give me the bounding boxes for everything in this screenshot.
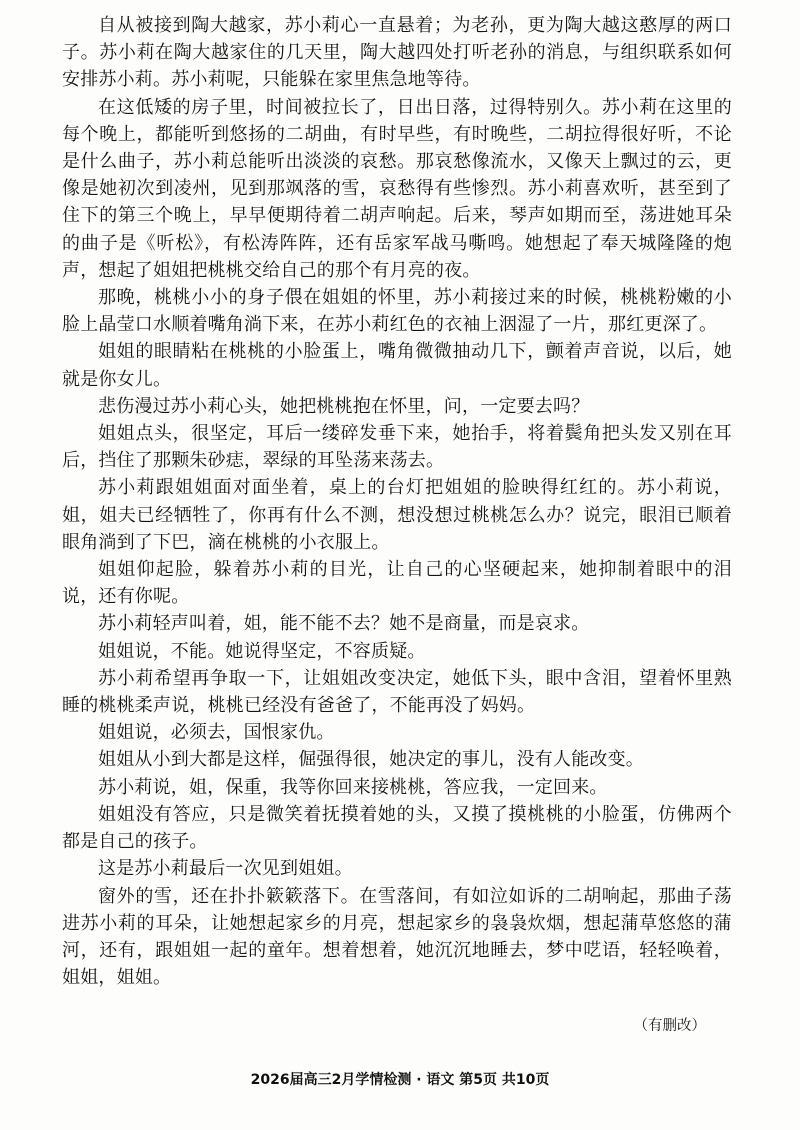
page-footer: 2026届高三2月学情检测 · 语文 第5页 共10页: [250, 1072, 550, 1088]
paragraph-10: 姐姐说，不能。她说得坚定，不容质疑。: [98, 640, 426, 662]
paragraph-17: 窗外的雪，还在扑扑簌簌落下。在雪落间，有如泣如诉的二胡响起，那曲子荡进苏小莉的耳朵，让她想起家乡的月亮，想起家乡的袅袅炊烟，想起蒲草悠悠的蒲河，还有，跟姐姐一起的童年。想着想着，她沉沉地睡去，梦中呓语，轻轻唤着，姐姐，姐姐。: [62, 885, 732, 989]
paragraph-7: 苏小莉跟姐姐面对面坐着，桌上的台灯把姐姐的脸映得红红的。苏小莉说，姐，姐夫已经牺牲了，你再有什么不测，想没想过桃桃怎么办？说完，眼泪已顺着眼角淌到了下巴，滴在桃桃的小衣服上。: [62, 477, 732, 553]
story-text: [62, 12, 732, 991]
paragraph-4: 姐姐的眼睛粘在桃桃的小脸蛋上，嘴角微微抽动几下，颤着声音说，以后，她就是你女儿。: [62, 341, 732, 390]
paragraph-11: 苏小莉希望再争取一下，让姐姐改变决定，她低下头，眼中含泪，望着怀里熟睡的桃桃柔声说，桃桃已经没有爸爸了，不能再没了妈妈。: [62, 667, 732, 717]
paragraph-9: 苏小莉轻声叫着，姐，能不能不去？她不是商量，而是哀求。: [98, 613, 590, 635]
paragraph-16: 这是苏小莉最后一次见到姐姐。: [98, 858, 353, 880]
paragraph-1: 自从被接到陶大越家，苏小莉心一直悬着；为老孙，更为陶大越这憨厚的两口子。苏小莉在陶大越家住的几天里，陶大越四处打听老孙的消息，与组织联系如何安排苏小莉。苏小莉呢，只能躲在家里焦急地等待。: [62, 15, 732, 91]
paragraph-3: 那晚，桃桃小小的身子偎在姐姐的怀里，苏小莉接过来的时候，桃桃粉嫩的小脸上晶莹口水顺着嘴角淌下来，在苏小莉红色的衣袖上洇湿了一片，那红更深了。: [62, 287, 732, 336]
paragraph-5: 悲伤漫过苏小莉心头，她把桃桃抱在怀里，问，一定要去吗？: [98, 395, 590, 417]
paragraph-2: 在这低矮的房子里，时间被拉长了，日出日落，过得特别久。苏小莉在这里的每个晚上，都能听到悠扬的二胡曲，有时早些，有时晚些，二胡拉得很好听，不论是什么曲子，苏小莉总能听出淡淡的哀愁。那哀愁像流水，又像天上飘过的云，更像是她初次到凌州，见到那飒落的雪，哀愁得有些惨烈。苏小莉喜欢听，甚至到了住下的第三个晚上，早早便期待着二胡声响起。后来，琴声如期而至，荡进她耳朵的曲子是《听松》，有松涛阵阵，还有岳家军战马嘶鸣。她想起了奉天城隆隆的炮声，想起了姐姐把桃桃交给自己的那个有月亮的夜。: [62, 96, 732, 281]
edit-note: （有删改）: [633, 1018, 706, 1034]
paragraph-15: 姐姐没有答应，只是微笑着抚摸着她的头，又摸了摸桃桃的小脸蛋，仿佛两个都是自己的孩子。: [62, 803, 732, 853]
paragraph-13: 姐姐从小到大都是这样，倔强得很，她决定的事儿，没有人能改变。: [98, 749, 644, 771]
paragraph-12: 姐姐说，必须去，国恨家仇。: [98, 722, 335, 744]
paragraph-14: 苏小莉说，姐，保重，我等你回来接桃桃，答应我，一定回来。: [98, 776, 608, 798]
paragraph-6: 姐姐点头，很坚定，耳后一缕碎发垂下来，她抬手，将着鬓角把头发又别在耳后，挡住了那颗朱砂痣，翠绿的耳坠荡来荡去。: [62, 423, 732, 472]
paragraph-8: 姐姐仰起脸，躲着苏小莉的目光，让自己的心坚硬起来，她抑制着眼中的泪说，还有你呢。: [62, 559, 732, 608]
